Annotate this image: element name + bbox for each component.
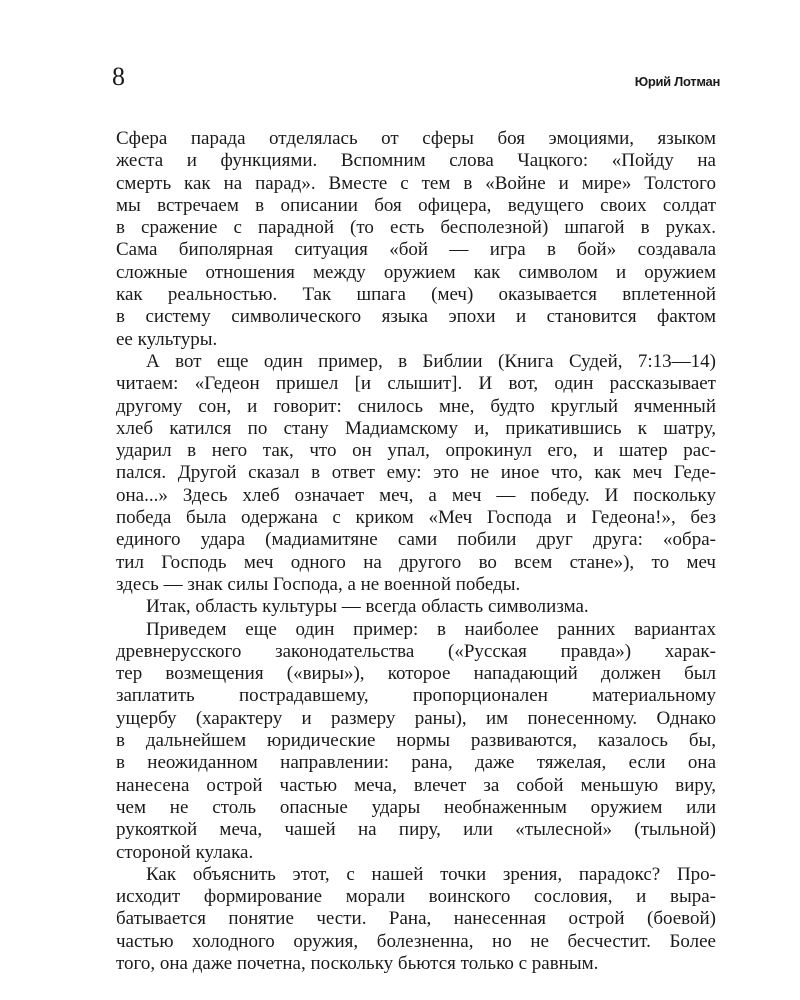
body-text (116, 128, 716, 975)
text-line: она...» Здесь хлеб означает меч, а меч — победу. И поскольку (116, 484, 716, 506)
text-line: единого удара (мадиамитяне сами побили друг друга: «обра- (116, 529, 716, 551)
text-line: батывается понятие чести. Рана, нанесенная острой (боевой) (116, 908, 716, 930)
text-line: древнерусского законодательства («Русская правда») харак- (116, 640, 716, 662)
paragraph (116, 351, 716, 596)
text-line: тил Господь меч одного на другого во всем стане»), то меч (116, 551, 716, 573)
paragraph (116, 619, 716, 864)
text-line: пался. Другой сказал в ответ ему: это не иное что, как меч Геде- (116, 462, 716, 484)
text-line: тер возмещения («виры»), которое нападающий должен был (116, 663, 716, 685)
text-line: заплатить пострадавшему, пропорционален материальному (116, 685, 716, 707)
text-line: рукояткой меча, чашей на пиру, или «тылесной» (тыльной) (116, 819, 716, 841)
page-number: 8 (112, 62, 125, 91)
text-line: ударил в него так, что он упал, опрокинул его, и шатер рас- (116, 440, 716, 462)
text-line: исходит формирование морали воинского сословия, и выра- (116, 886, 716, 908)
text-line: хлеб катился по стану Мадиамскому и, прикатившись к шатру, (116, 417, 716, 439)
text-line: читаем: «Гедеон пришел [и слышит]. И вот, один рассказывает (116, 373, 716, 395)
text-line: Итак, область культуры — всегда область символизма. (146, 596, 589, 618)
text-line: победа была одержана с криком «Меч Господа и Гедеона!», без (116, 507, 716, 529)
text-line: нанесена острой частью меча, влечет за собой меньшую виру, (116, 774, 716, 796)
text-line: здесь — знак силы Господа, а не военной победы. (116, 573, 521, 595)
text-line: в дальнейшем юридические нормы развиваются, казалось бы, (116, 730, 716, 752)
text-line: другому сон, и говорит: снилось мне, будто круглый ячменный (116, 395, 716, 417)
text-line: Как объяснить этот, с нашей точки зрения, парадокс? Про- (146, 863, 716, 885)
text-line: Сама биполярная ситуация «бой — игра в бой» создавала (116, 239, 716, 261)
text-line: в систему символического языка эпохи и становится фактом (116, 306, 716, 328)
text-line: того, она даже почетна, поскольку бьются только с равным. (116, 952, 599, 974)
text-line: сложные отношения между оружием как символом и оружием (116, 261, 716, 283)
paragraph (116, 128, 716, 351)
text-line: частью холодного оружия, болезненна, но не бесчестит. Более (116, 930, 716, 952)
paragraph (116, 864, 716, 975)
text-line: в сражение с парадной (то есть бесполезной) шпагой в руках. (116, 217, 716, 239)
text-line: Приведем еще один пример: в наиболее ранних вариантах (146, 618, 716, 640)
text-line: смерть как на парад». Вместе с тем в «Войне и мире» Толстого (116, 172, 716, 194)
paragraph (116, 596, 716, 618)
text-line: в неожиданном направлении: рана, даже тяжелая, если она (116, 752, 716, 774)
text-line: ее культуры. (116, 328, 218, 350)
text-line: А вот еще один пример, в Библии (Книга Судей, 7:13—14) (146, 350, 716, 372)
text-line: стороной кулака. (116, 841, 254, 863)
text-line: чем не столь опасные удары необнаженным оружием или (116, 796, 716, 818)
text-line: жеста и функциями. Вспомним слова Чацкого: «Пойду на (116, 150, 716, 172)
text-line: мы встречаем в описании боя офицера, ведущего своих солдат (116, 194, 716, 216)
text-line: ущербу (характеру и размеру раны), им понесенному. Однако (116, 707, 716, 729)
text-line: Сфера парада отделялась от сферы боя эмоциями, языком (116, 128, 716, 149)
text-line: как реальностью. Так шпага (меч) оказывается вплетенной (116, 284, 716, 306)
running-head-author: Юрий Лотман (634, 74, 720, 89)
